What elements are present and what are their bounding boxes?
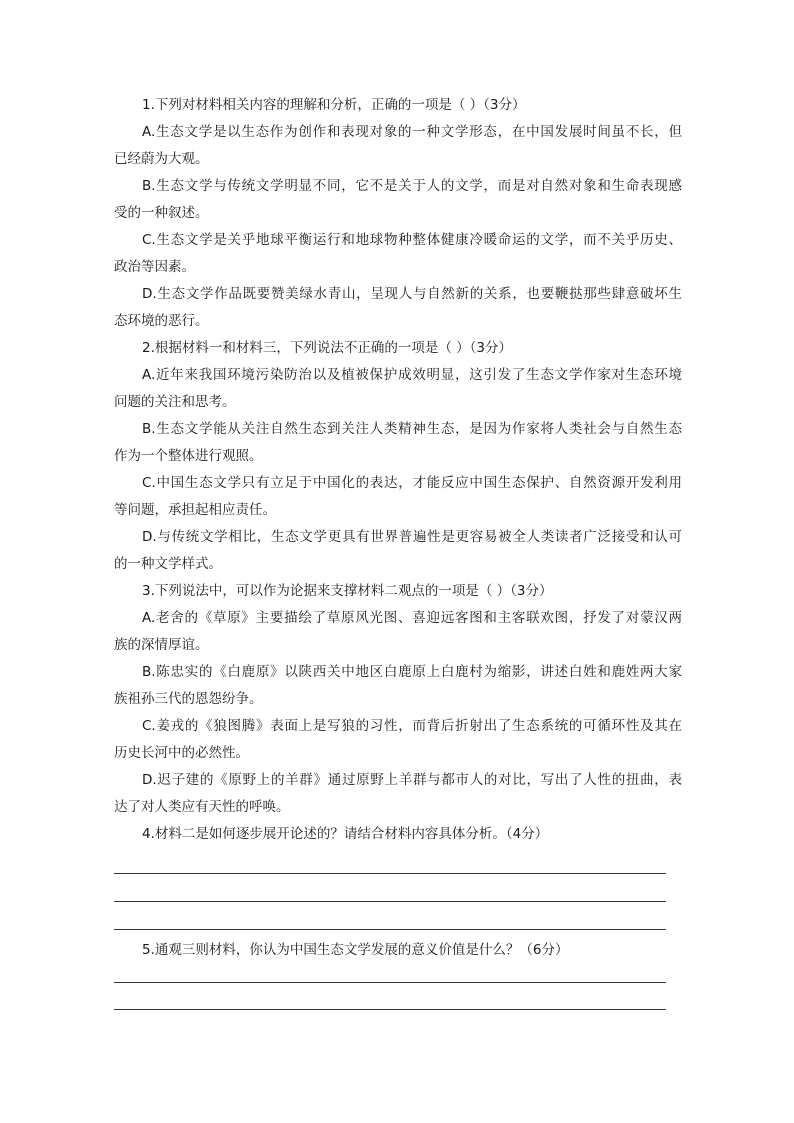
q2-option-c-line-1: C.中国生态文学只有立足于中国化的表达，才能反应中国生态保护、自然资源开发利用 — [142, 475, 682, 491]
q2-option-d-line-1: D.与传统文学相比，生态文学更具有世界普遍性是更容易被全人类读者广泛接受和认可 — [142, 529, 682, 545]
q4-answer-line-2[interactable] — [114, 901, 666, 902]
q1-option-b-line-1: B.生态文学与传统文学明显不同，它不是关于人的文学，而是对自然对象和生命表现感 — [142, 178, 682, 194]
q3-option-d-line-2: 达了对人类应有天性的呼唤。 — [114, 799, 290, 815]
q2-option-d-line-2: 的一种文学样式。 — [114, 556, 222, 572]
question-block — [114, 92, 682, 848]
q4-answer-line-3[interactable] — [114, 929, 666, 930]
q3-option-d-line-1: D.迟子建的《原野上的羊群》通过原野上羊群与都市人的对比，写出了人性的扭曲，表 — [142, 772, 682, 788]
q1-option-b-line-2: 受的一种叙述。 — [114, 205, 209, 221]
q2-option-c-line-2: 等问题，承担起相应责任。 — [114, 502, 276, 518]
question-3-stem: 3.下列说法中，可以作为论据来支撑材料二观点的一项是（ ）（3分） — [142, 583, 553, 599]
q1-option-d-line-2: 态环境的恶行。 — [114, 313, 209, 329]
q2-option-a-line-2: 问题的关注和思考。 — [114, 394, 236, 410]
q4-answer-line-1[interactable] — [114, 873, 666, 874]
q5-answer-line-1[interactable] — [114, 982, 666, 983]
q1-option-a-line-1: A.生态文学是以生态作为创作和表现对象的一种文学形态，在中国发展时间虽不长，但 — [142, 124, 682, 140]
q3-option-b-line-2: 族祖孙三代的恩怨纷争。 — [114, 691, 263, 707]
q2-option-b-line-1: B.生态文学能从关注自然生态到关注人类精神生态，是因为作家将人类社会与自然生态 — [142, 421, 682, 437]
question-2-stem: 2.根据材料一和材料三，下列说法不正确的一项是（ ）（3分） — [142, 340, 513, 356]
q3-option-b-line-1: B.陈忠实的《白鹿原》以陕西关中地区白鹿原上白鹿村为缩影，讲述白姓和鹿姓两大家 — [142, 664, 682, 680]
q1-option-c-line-1: C.生态文学是关乎地球平衡运行和地球物种整体健康冷暖命运的文学，而不关乎历史、 — [142, 232, 682, 248]
q1-option-c-line-2: 政治等因素。 — [114, 259, 195, 275]
q3-option-c-line-1: C.姜戎的《狼图腾》表面上是写狼的习性，而背后折射出了生态系统的可循环性及其在 — [142, 718, 682, 734]
q3-option-a-line-2: 族的深情厚谊。 — [114, 637, 209, 653]
q2-option-a-line-1: A.近年来我国环境污染防治以及植被保护成效明显，这引发了生态文学作家对生态环境 — [142, 367, 682, 383]
q1-option-d-line-1: D.生态文学作品既要赞美绿水青山，呈现人与自然新的关系，也要鞭挞那些肆意破坏生 — [142, 286, 682, 302]
question-4-stem: 4.材料二是如何逐步展开论述的？请结合材料内容具体分析。（4分） — [142, 826, 549, 842]
question-5-stem: 5.通观三则材料，你认为中国生态文学发展的意义价值是什么？（6分） — [142, 942, 569, 958]
question-1-stem: 1.下列对材料相关内容的理解和分析，正确的一项是（ ）（3分） — [142, 97, 526, 113]
q1-option-a-line-2: 已经蔚为大观。 — [114, 151, 209, 167]
q2-option-b-line-2: 作为一个整体进行观照。 — [114, 448, 263, 464]
q5-answer-line-2[interactable] — [114, 1009, 666, 1010]
q3-option-c-line-2: 历史长河中的必然性。 — [114, 745, 249, 761]
q3-option-a-line-1: A.老舍的《草原》主要描绘了草原风光图、喜迎远客图和主客联欢图，抒发了对蒙汉两 — [142, 610, 682, 626]
